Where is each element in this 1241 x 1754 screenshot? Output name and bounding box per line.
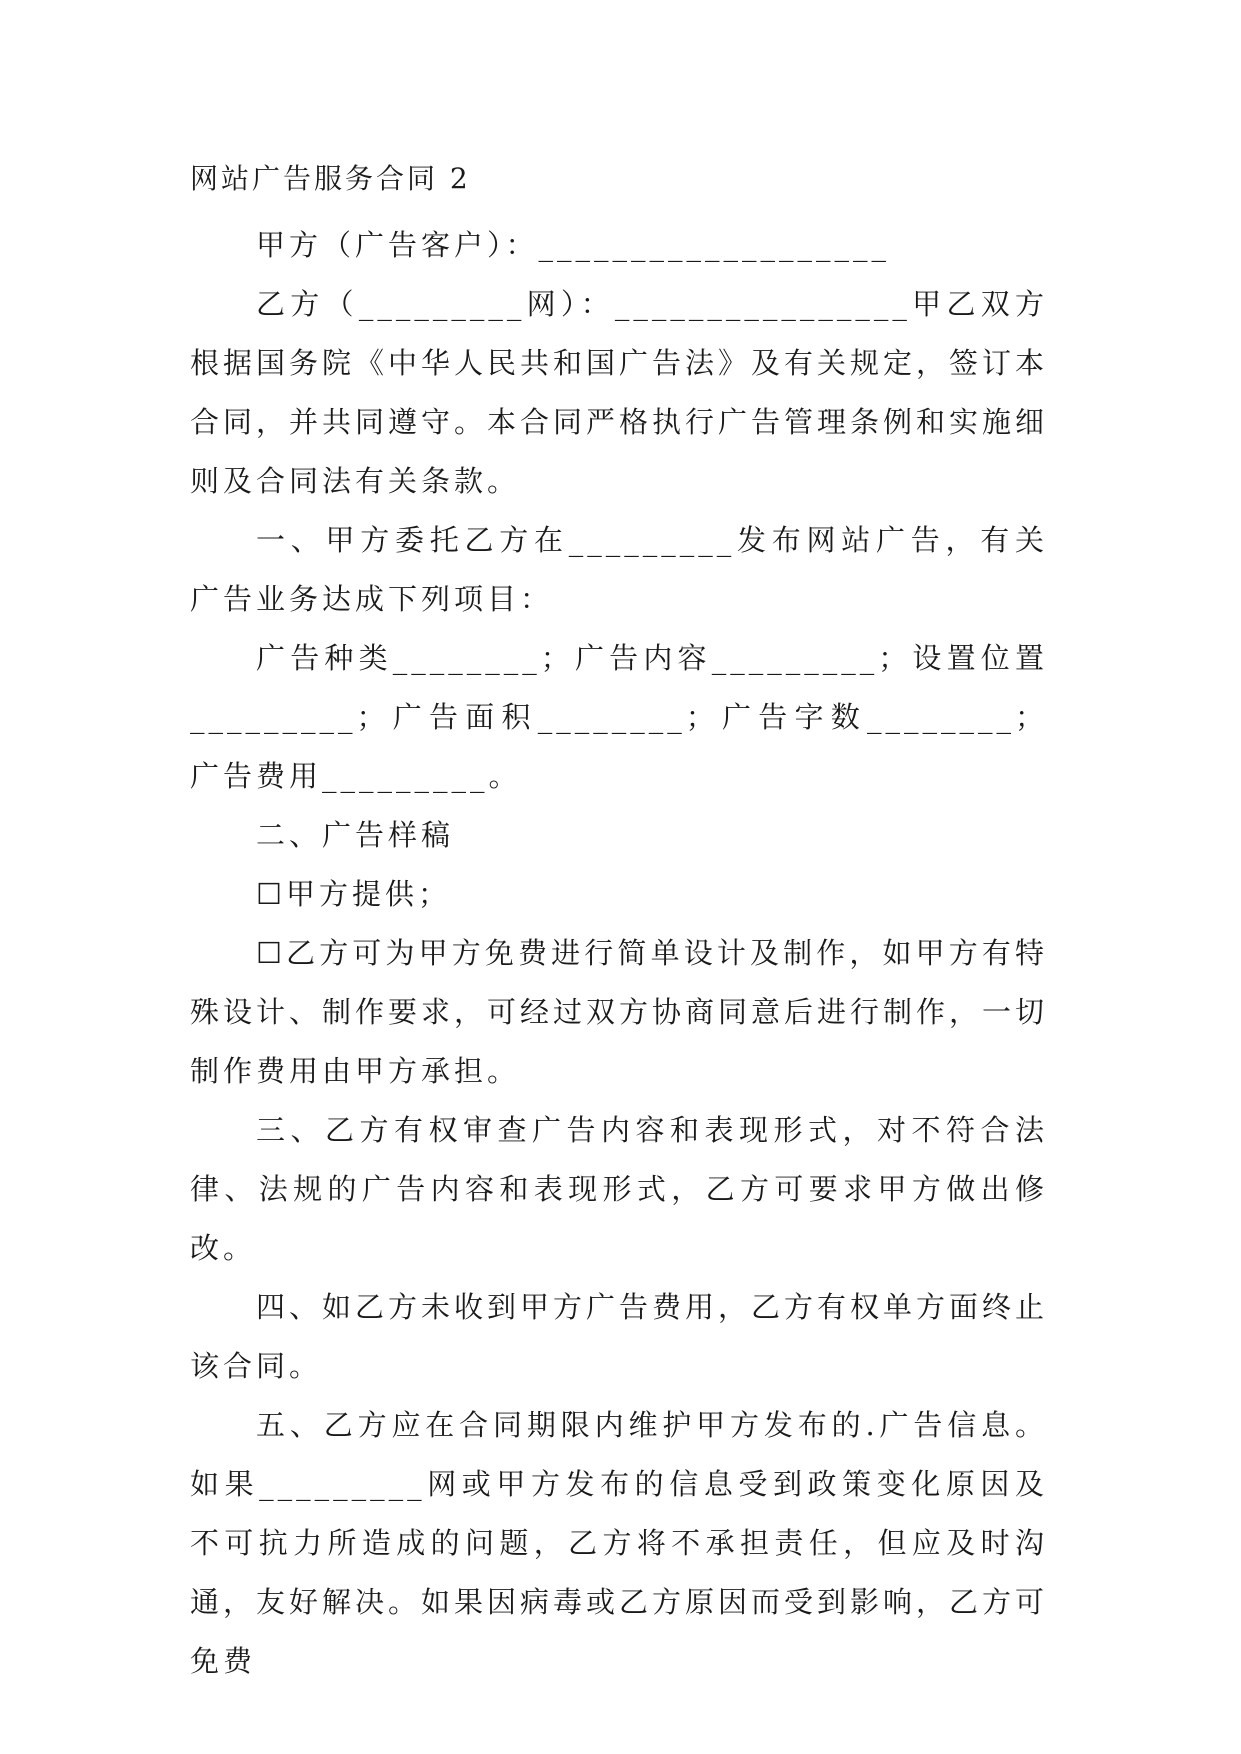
option-party-a-provides: ☐甲方提供； bbox=[256, 877, 451, 911]
clause-4: 四、如乙方未收到甲方广告费用，乙方有权单方面终止该合同。 bbox=[190, 1290, 1049, 1383]
party-b-preamble: 乙方（_________网）：________________甲乙双方根据国务院《中华人民共和国广告法》及有关规定，签订本合同，并共同遵守。本合同严格执行广告管理条例和实施细则及合同法有关条款。 bbox=[190, 287, 1049, 498]
clause-2-heading: 二、广告样稿 bbox=[256, 818, 455, 852]
clause-5: 五、乙方应在合同期限内维护甲方发布的.广告信息。如果_________网或甲方发布的信息受到政策变化原因及不可抗力所造成的问题，乙方将不承担责任，但应及时沟通，友好解决。如果因病毒或乙方原因而受到影响，乙方可免费 bbox=[190, 1408, 1049, 1678]
ad-details: 广告种类________；广告内容_________；设置位置_________；广告面积________；广告字数________；广告费用_________。 bbox=[190, 641, 1048, 793]
document-page bbox=[190, 158, 1048, 1691]
option-party-b-designs: ☐乙方可为甲方免费进行简单设计及制作，如甲方有特殊设计、制作要求，可经过双方协商同意后进行制作，一切制作费用由甲方承担。 bbox=[190, 936, 1049, 1088]
document-title: 网站广告服务合同 2 bbox=[190, 162, 471, 195]
clause-3: 三、乙方有权审查广告内容和表现形式，对不符合法律、法规的广告内容和表现形式，乙方可要求甲方做出修改。 bbox=[190, 1113, 1048, 1265]
clause-1: 一、甲方委托乙方在_________发布网站广告，有关广告业务达成下列项目： bbox=[190, 523, 1048, 616]
party-a-line: 甲方（广告客户）：___________________ bbox=[256, 228, 891, 262]
